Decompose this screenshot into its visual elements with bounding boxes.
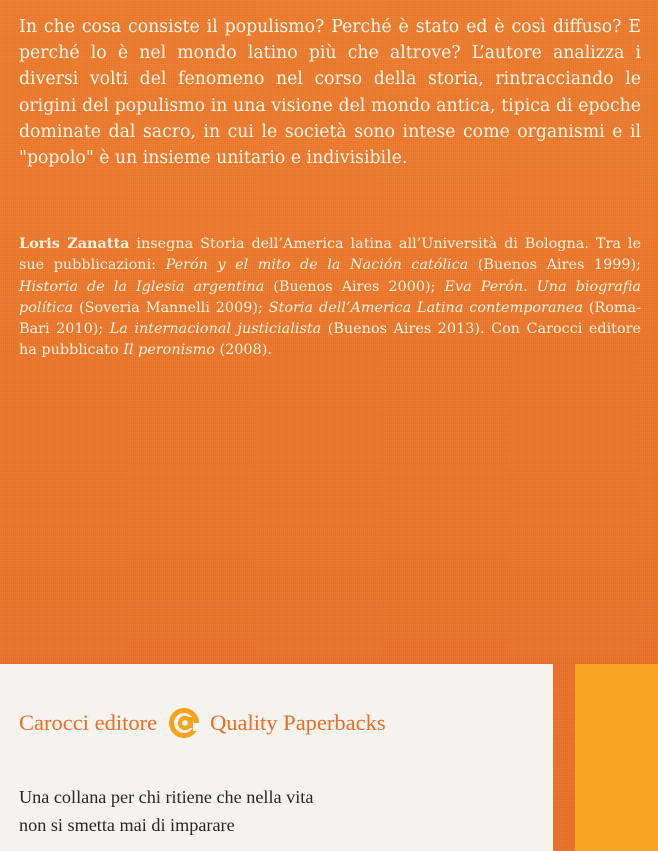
- publisher-name: Carocci editore: [19, 710, 158, 735]
- book-title: Il peronismo: [123, 342, 215, 359]
- blurb-paragraph: In che cosa consiste il populismo? Perché è stato ed è così diffuso? E perché lo è nel mondo latino più che altrove? L’autore analizza i diversi volti del fenomeno nel corso della storia, rintracciando le origini del populismo in una visione del mondo antica, tipica di epoche dominate dal sacro, in cui le società sono intese come organismi e il "popolo" è un insieme unitario e indivisibile.: [19, 17, 641, 169]
- book-title: Historia de la Iglesia argentina: [19, 278, 265, 295]
- bio-text: (Roma-Bari 2010);: [19, 299, 642, 338]
- author-name: Loris Zanatta: [19, 235, 130, 252]
- accent-stripe: [575, 664, 658, 851]
- at-sign-icon: [167, 706, 201, 740]
- book-title: Perón y el mito de la Nación católica: [165, 257, 469, 274]
- bio-text: (Buenos Aires 2000);: [264, 278, 445, 295]
- bio-text: (Buenos Aires 1999);: [468, 257, 641, 274]
- book-title: La internacional justicialista: [109, 321, 322, 338]
- bio-text: (Soveria Mannelli 2009);: [73, 299, 269, 316]
- book-title: Storia dell’America Latina contemporanea: [268, 299, 583, 316]
- tagline-line: non si smetta mai di imparare: [19, 815, 235, 835]
- author-bio-paragraph: [19, 233, 641, 362]
- series-tagline: [19, 783, 539, 839]
- tagline-line: Una collana per chi ritiene che nella vita: [19, 787, 314, 807]
- bio-text: (Buenos Aires 2013). Con Carocci editore ha pubblicato: [19, 321, 642, 359]
- book-title: Eva Perón. Una biografia política: [19, 278, 641, 316]
- series-branding: [19, 705, 386, 741]
- bio-text: insegna Storia dell’America latina all’Università di Bologna. Tra le sue pubblicazioni:: [19, 236, 641, 274]
- series-name: Quality Paperbacks: [210, 710, 386, 735]
- bio-text: (2008).: [214, 342, 272, 359]
